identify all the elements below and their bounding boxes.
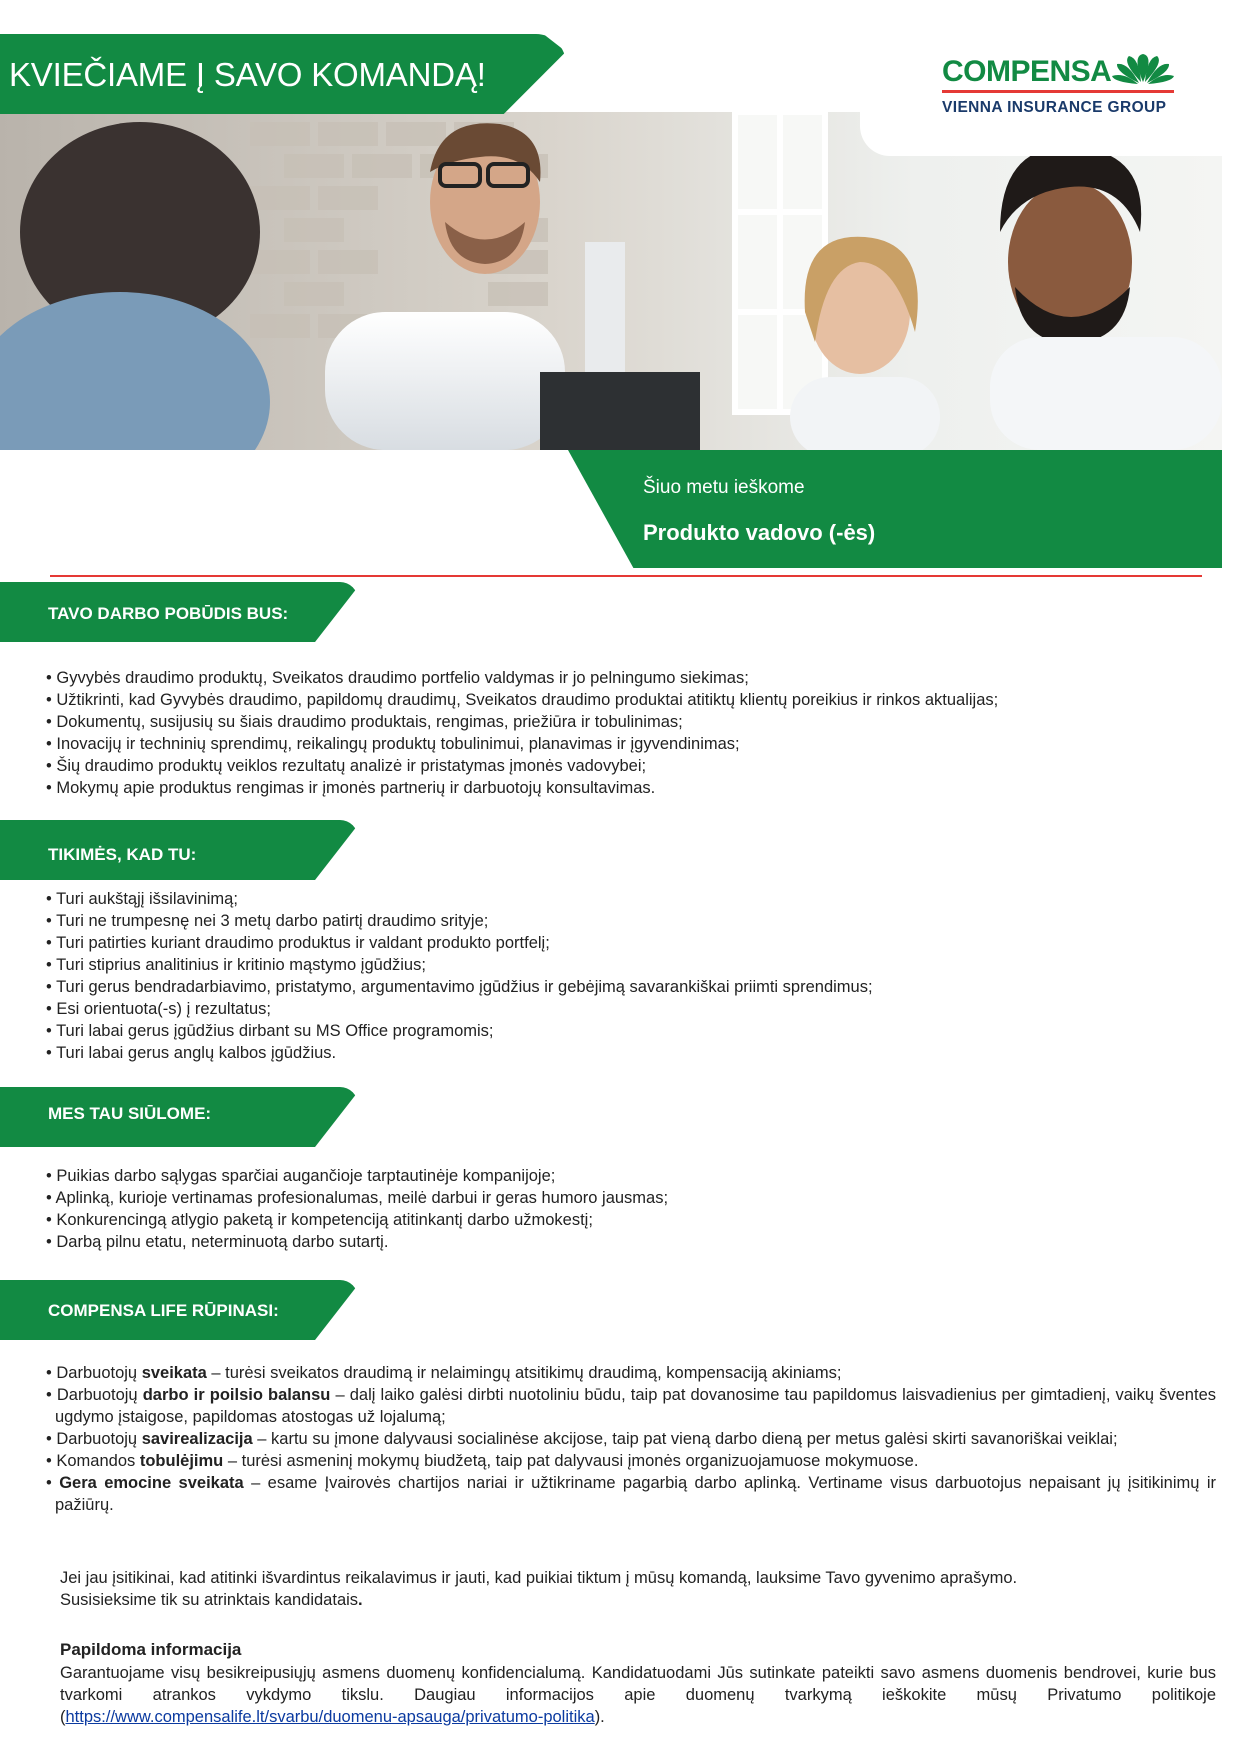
privacy-policy-link[interactable]: https://www.compensalife.lt/svarbu/duomenu-apsauga/privatumo-politika bbox=[65, 1708, 595, 1726]
section-heading-care: COMPENSA LIFE RŪPINASI: bbox=[48, 1301, 279, 1320]
list-item: • Darbuotojų sveikata – turėsi sveikatos draudimą ir nelaimingų atsitikimų draudimą, kompensaciją akiniams; bbox=[46, 1362, 1216, 1384]
list-item: • Užtikrinti, kad Gyvybės draudimo, papildomų draudimų, Sveikatos draudimo produktai atitiktų klientų poreikius ir rinkos aktualijas; bbox=[46, 689, 1216, 711]
list-item: • Darbuotojų darbo ir poilsio balansu – dalį laiko galėsi dirbti nuotoliniu būdu, taip pat dovanosime tau papildomus laisvadienius per gimtadienį, vaikų šventes ugdymo įstaigose, papildomas atostogas už lojalumą; bbox=[46, 1384, 1216, 1428]
hero-photo bbox=[0, 112, 1222, 450]
office-team-photo bbox=[0, 112, 1222, 450]
list-item: • Darbuotojų savirealizacija – kartu su įmone dalyvausi socialinėse akcijose, taip pat vieną darbo dieną per metus galėsi skirti savanoriškai veiklai; bbox=[46, 1428, 1216, 1450]
list-item: • Turi gerus bendradarbiavimo, pristatymo, argumentavimo įgūdžius ir gebėjimą savarankiškai priimti sprendimus; bbox=[46, 976, 1216, 998]
list-item: • Konkurencingą atlygio paketą ir kompetenciją atitinkantį darbo užmokestį; bbox=[46, 1209, 1216, 1231]
section-divider bbox=[50, 575, 1202, 577]
list-item: • Turi stiprius analitinius ir kritinio mąstymo įgūdžius; bbox=[46, 954, 1216, 976]
list-item: • Inovacijų ir techninių sprendimų, reikalingų produktų tobulinimui, planavimas ir įgyvendinimas; bbox=[46, 733, 1216, 755]
list-item: • Aplinką, kurioje vertinamas profesionalumas, meilė darbui ir geras humoro jausmas; bbox=[46, 1187, 1216, 1209]
closing-line-2: Susisieksime tik su atrinktais kandidatais. bbox=[60, 1591, 363, 1609]
care-list bbox=[46, 1362, 1216, 1516]
closing-line-1: Jei jau įsitikinai, kad atitinki išvardintus reikalavimus ir jauti, kad puikiai tiktum į mūsų komandą, lauksime Tavo gyvenimo aprašymo. bbox=[60, 1569, 1018, 1587]
info-heading: Papildoma informacija bbox=[60, 1640, 242, 1659]
list-item: • Dokumentų, susijusių su šiais draudimo produktais, rengimas, priežiūra ir tobulinimas; bbox=[46, 711, 1216, 733]
page-headline: KVIEČIAME Į SAVO KOMANDĄ! bbox=[9, 56, 486, 93]
offer-list bbox=[46, 1165, 1216, 1253]
list-item: • Turi ne trumpesnę nei 3 metų darbo patirtį draudimo srityje; bbox=[46, 910, 1216, 932]
info-text: Garantuojame visų besikreipusiųjų asmens duomenų konfidencialumą. Kandidatuodami Jūs sutinkate pateikti savo asmens duomenis bendrovei, kurie bus tvarkomi atrankos vykdymo tikslu. Daugiau informacijos apie duomenų tvarkymą ieškokite mūsų Privatumo politikoje (https://www.compensalife.lt/svarbu/duomenu-apsauga/privatumo-politika). bbox=[60, 1664, 1216, 1726]
logo-divider bbox=[942, 90, 1174, 93]
compensa-logo-icon bbox=[1112, 52, 1174, 86]
expectations-list bbox=[46, 888, 1216, 1064]
closing-text bbox=[60, 1567, 1216, 1611]
list-item: • Gera emocine sveikata – esame Įvairovės chartijos nariai ir užtikriname pagarbią darbo aplinką. Vertiname visus darbuotojus nepaisant jų įsitikinimų ir pažiūrų. bbox=[46, 1472, 1216, 1516]
list-item: • Esi orientuota(-s) į rezultatus; bbox=[46, 998, 1216, 1020]
job-intro: Šiuo metu ieškome bbox=[643, 477, 805, 498]
list-item: • Turi patirties kuriant draudimo produktus ir valdant produkto portfelį; bbox=[46, 932, 1216, 954]
list-item: • Šių draudimo produktų veiklos rezultatų analizė ir pristatymas įmonės vadovybei; bbox=[46, 755, 1216, 777]
logo-panel bbox=[860, 30, 1240, 156]
list-item: • Turi aukštąjį išsilavinimą; bbox=[46, 888, 1216, 910]
section-heading-duties: TAVO DARBO POBŪDIS BUS: bbox=[48, 604, 289, 623]
company-logo-name: COMPENSA bbox=[942, 55, 1112, 88]
list-item: • Darbą pilnu etatu, neterminuotą darbo sutartį. bbox=[46, 1231, 1216, 1253]
duties-list bbox=[46, 667, 1216, 799]
list-item: • Turi labai gerus įgūdžius dirbant su MS Office programomis; bbox=[46, 1020, 1216, 1042]
job-panel bbox=[568, 450, 1222, 568]
company-logo-subtitle: VIENNA INSURANCE GROUP bbox=[942, 99, 1167, 116]
list-item: • Turi labai gerus anglų kalbos įgūdžius. bbox=[46, 1042, 1216, 1064]
list-item: • Mokymų apie produktus rengimas ir įmonės partnerių ir darbuotojų konsultavimas. bbox=[46, 777, 1216, 799]
job-title: Produkto vadovo (-ės) bbox=[643, 520, 876, 545]
list-item: • Gyvybės draudimo produktų, Sveikatos draudimo portfelio valdymas ir jo pelningumo siekimas; bbox=[46, 667, 1216, 689]
list-item: • Puikias darbo sąlygas sparčiai augančioje tarptautinėje kompanijoje; bbox=[46, 1165, 1216, 1187]
list-item: • Komandos tobulėjimu – turėsi asmeninį mokymų biudžetą, taip pat dalyvausi įmonės organizuojamuose mokymuose. bbox=[46, 1450, 1216, 1472]
section-heading-expectations: TIKIMĖS, KAD TU: bbox=[48, 845, 197, 864]
section-heading-offer: MES TAU SIŪLOME: bbox=[48, 1104, 212, 1123]
